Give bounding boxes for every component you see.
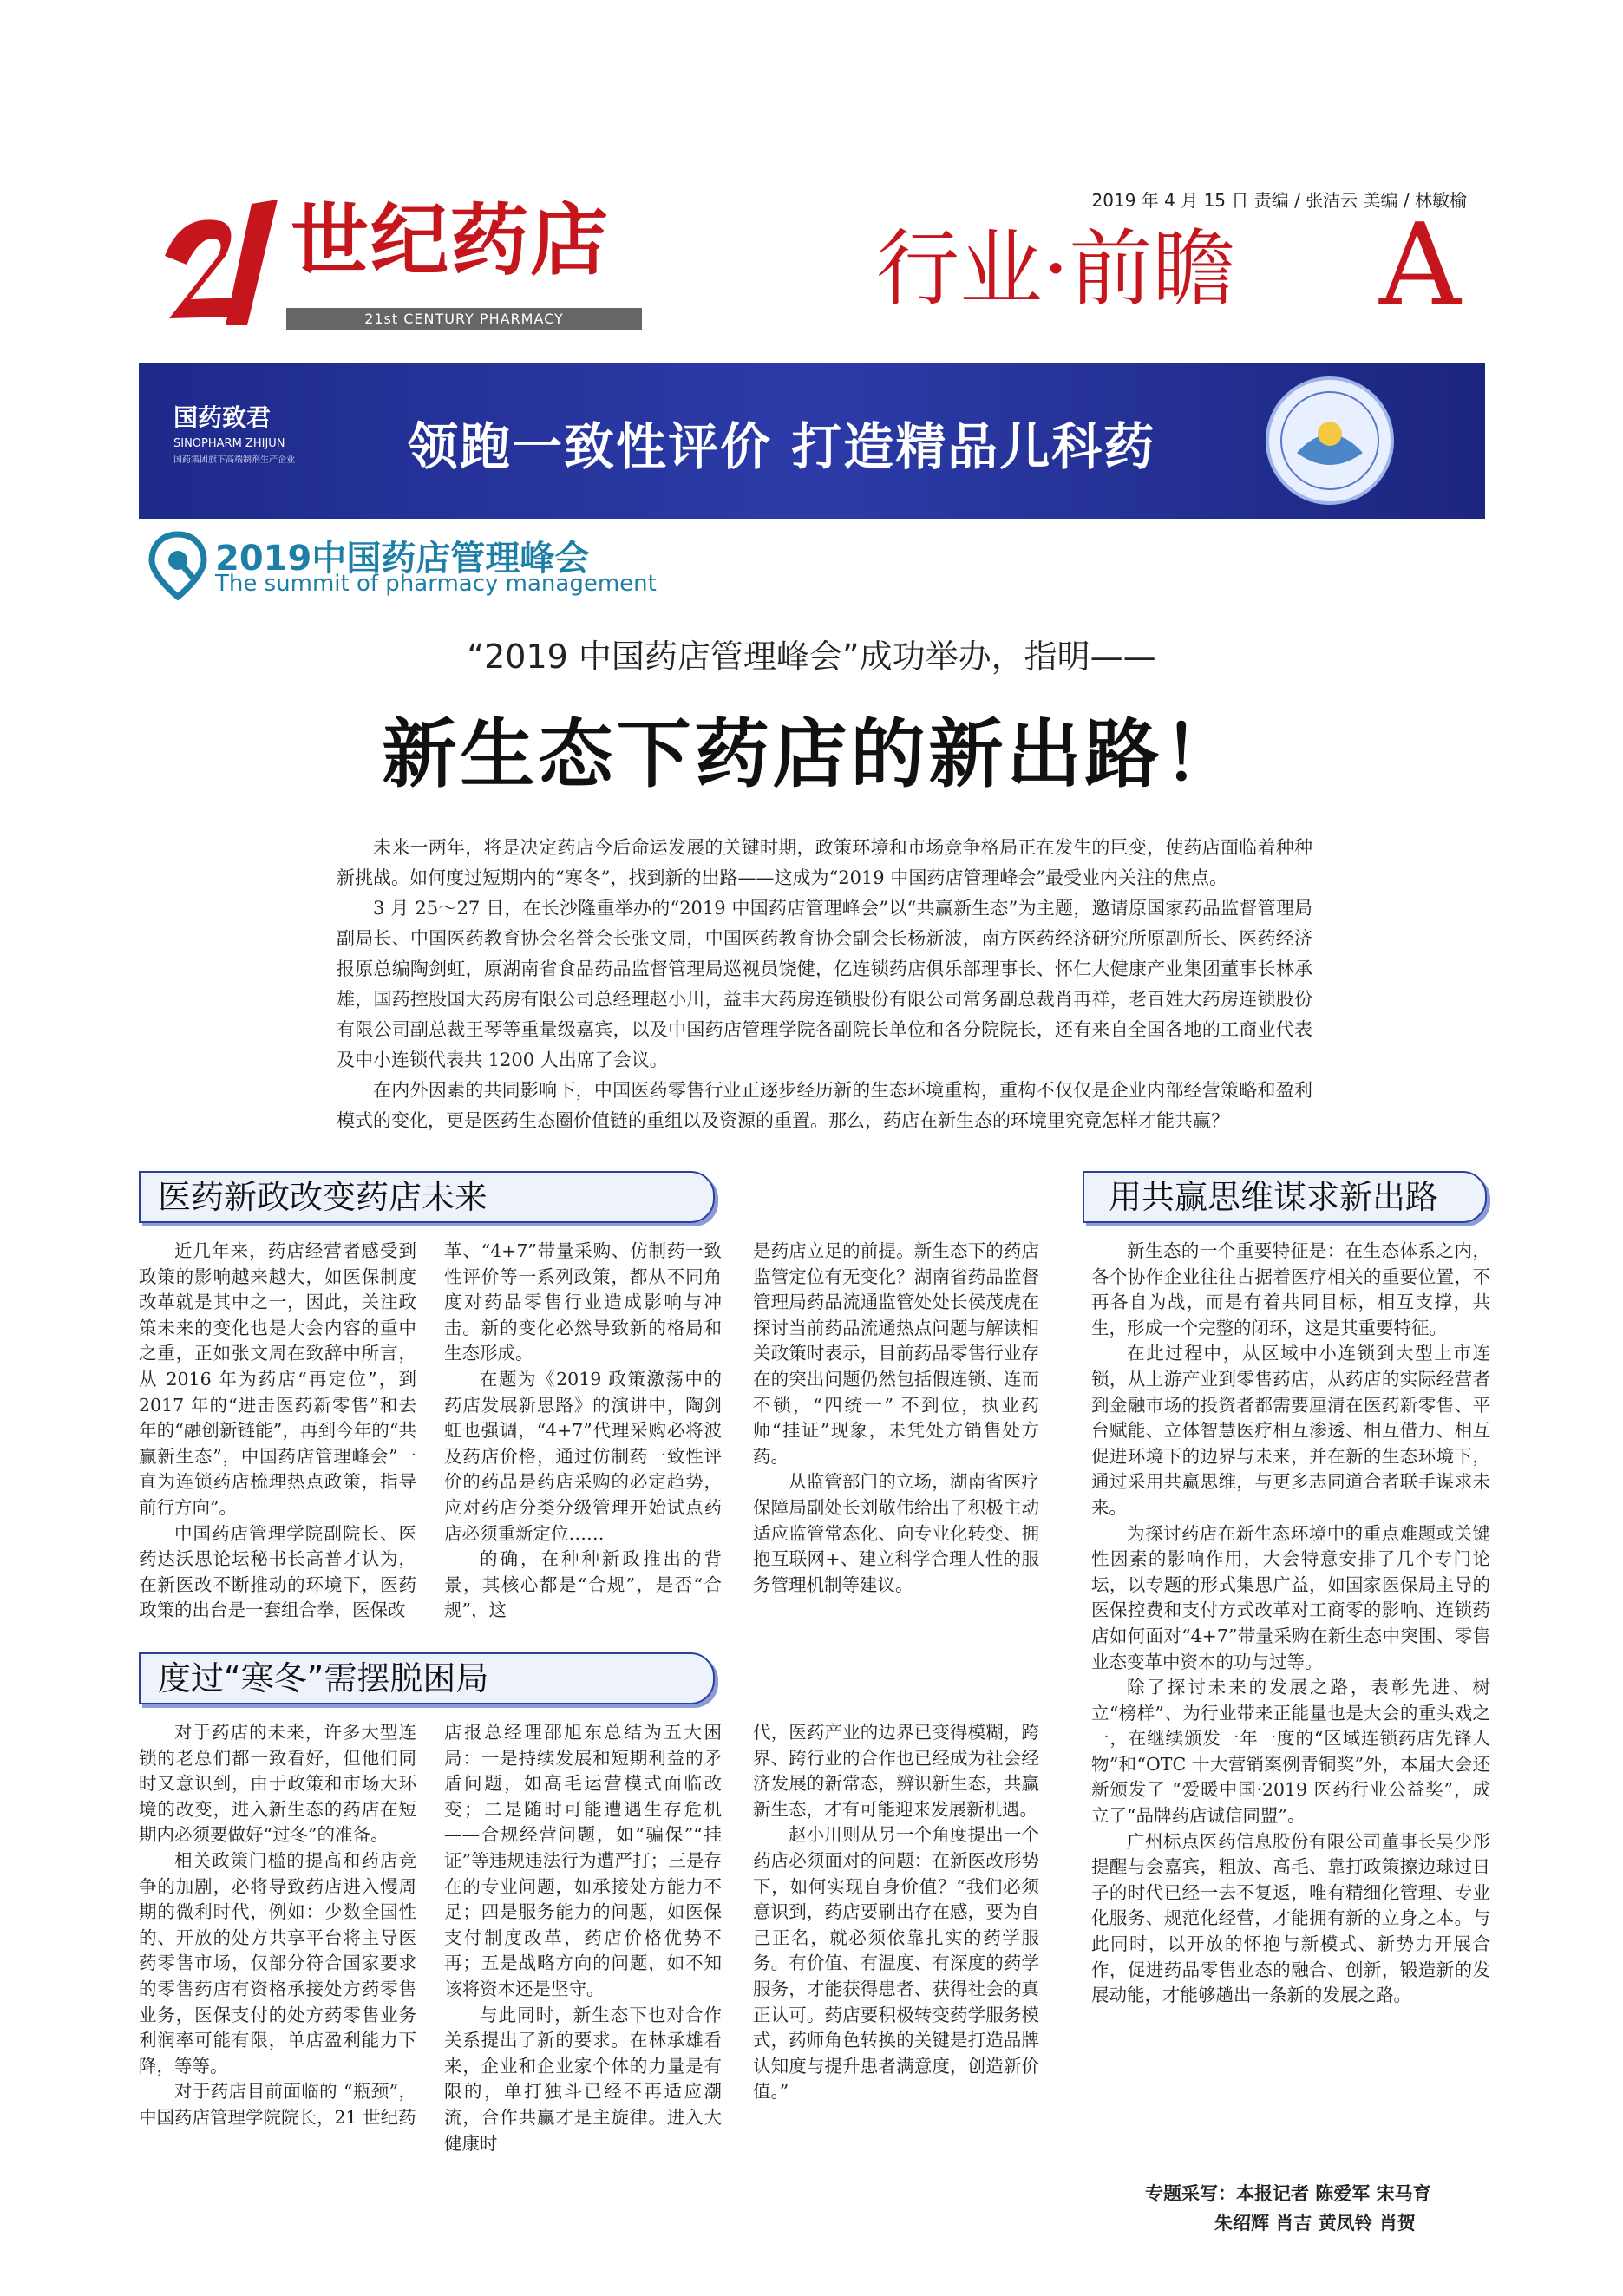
section-letter: A bbox=[1379, 199, 1461, 330]
body-paragraph: 对于药店的未来，许多大型连锁的老总们都一致看好，但他们同时又意识到，由于政策和市场大环境的改变，进入新生态的药店在短期内必须要做好“过冬”的准备。 bbox=[139, 1722, 416, 1846]
text-column bbox=[139, 1720, 416, 2206]
body-paragraph: 广州标点医药信息股份有限公司董事长吴少彤提醒与会嘉宾，粗放、高毛、靠打政策擦边球过日子的时代已经一去不复返，唯有精细化管理、专业化服务、规范化经营，才能拥有新的立身之本。与此同时，以开放的怀抱与新模式、新势力开展合作，促进药品零售业态的融合、创新，锻造新的发展动能，才能够趟出一条新的发展之路。 bbox=[1091, 1830, 1490, 2006]
lead-paragraph: 3 月 25～27 日，在长沙隆重举办的“2019 中国药店管理峰会”以“共赢新生态”为主题，邀请原国家药品监督管理局副局长、中国医药教育协会名誉会长张文周，中国医药教育协会副会长杨新波，南方医药经济研究所原副所长、医药经济报原总编陶剑虹，原湖南省食品药品监督管理局巡视员饶健，亿连锁药店俱乐部理事长、怀仁大健康产业集团董事长林承雄，国药控股国大药房有限公司总经理赵小川，益丰大药房连锁股份有限公司常务副总裁肖再祥，老百姓大药房连锁股份有限公司副总裁王琴等重量级嘉宾，以及中国药店管理学院各副院长单位和各分院院长，还有来自全国各地的工商业代表及中小连锁代表共 1200 人出席了会议。 bbox=[337, 898, 1312, 1070]
ad-brand bbox=[173, 399, 295, 465]
body-paragraph: 为探讨药店在新生态环境中的重点难题或关键性因素的影响作用，大会特意安排了几个专门论坛，以专题的形式集思广益，如国家医保局主导的医保控费和支付方式改革对工商零的影响、连锁药店如何面对“4+7”带量采购在新生态中突围、零售业态变革中资本的功与过等。 bbox=[1091, 1522, 1490, 1672]
summit-name-en: The summit of pharmacy management bbox=[215, 571, 657, 597]
body-paragraph: 对于药店目前面临的 “瓶颈”，中国药店管理学院院长，21 世纪药 bbox=[139, 2081, 416, 2128]
body-paragraph: 代，医药产业的边界已变得模糊，跨界、跨行业的合作也已经成为社会经济发展的新常态，辨识新生态，共赢新生态，才有可能迎来发展新机遇。 bbox=[753, 1722, 1039, 1820]
ad-brand-sub: 国药集团旗下高端制剂生产企业 bbox=[173, 455, 295, 465]
body-paragraph: 从监管部门的立场，湖南省医疗保障局副处长刘敬伟给出了积极主动适应监管常态化、向专业化转变、拥抱互联网+、建立科学合理人性的服务管理机制等建议。 bbox=[753, 1471, 1039, 1595]
body-paragraph: 在此过程中，从区域中小连锁到大型上市连锁，从上游产业到零售药店，从药店的实际经营者到金融市场的投资者都需要厘清在医药新零售、平台赋能、立体智慧医疗相互渗透、相互借力、相互促进环境下的边界与未来，并在新的生态环境下，通过采用共赢思维，与更多志同道合者联手谋求未来。 bbox=[1091, 1343, 1490, 1518]
credits-line: 朱绍辉 肖吉 黄凤铃 肖贺 bbox=[1214, 2213, 1416, 2234]
lead-paragraph: 未来一两年，将是决定药店今后命运发展的关键时期，政策环境和市场竞争格局正在发生的巨变，使药店面临着种种新挑战。如何度过短期内的“寒冬”，找到新的出路——这成为“2019 中国药店管理峰会”最受业内关注的焦点。 bbox=[337, 837, 1312, 888]
body-paragraph: 在题为《2019 政策激荡中的药店发展新思路》的演讲中，陶剑虹也强调，“4+7”代理采购必将波及药店价格，通过仿制药一致性评价的药品是药店采购的必定趋势，应对药店分类分级管理开始试点药店必须重新定位…… bbox=[444, 1368, 722, 1544]
text-column bbox=[1091, 1239, 1490, 2175]
credits-line: 专题采写：本报记者 陈爱军 宋马育 bbox=[1145, 2183, 1431, 2204]
summit-name-cn: 2019中国药店管理峰会 bbox=[215, 539, 590, 579]
ad-seal-icon bbox=[1262, 373, 1397, 508]
section-heading: 用共赢思维谋求新出路 bbox=[1083, 1171, 1487, 1223]
body-paragraph: 的确，在种种新政推出的背景，其核心都是“合规”，是否“合规”，这 bbox=[444, 1548, 722, 1621]
body-paragraph: 店报总经理邵旭东总结为五大困局：一是持续发展和短期利益的矛盾问题，如高毛运营模式面临改变；二是随时可能遭遇生存危机——合规经营问题，如“骗保”“挂证”等违规违法行为遭严打；三是存在的专业问题，如承接处方能力不足；四是服务能力的问题，如医保支付制度改革，药店价格优势不再；五是战略方向的问题，如不知该将资本还是坚守。 bbox=[444, 1722, 722, 1999]
ad-brand-en: SINOPHARM ZHIJUN bbox=[173, 437, 285, 450]
section-title: 行业·前瞻 bbox=[876, 220, 1236, 317]
text-column bbox=[139, 1239, 416, 1646]
text-column bbox=[753, 1239, 1039, 1646]
lead-paragraph: 在内外因素的共同影响下，中国医药零售行业正逐步经历新的生态环境重构，重构不仅仅是企业内部经营策略和盈利模式的变化，更是医药生态圈价值链的重组以及资源的重置。那么，药店在新生态的环境里究竟怎样才能共赢？ bbox=[337, 1080, 1312, 1131]
body-paragraph: 革、“4+7”带量采购、仿制药一致性评价等一系列政策，都从不同角度对药品零售行业造成影响与冲击。新的变化必然导致新的格局和生态形成。 bbox=[444, 1240, 722, 1364]
ad-slogan: 领跑一致性评价 打造精品儿科药 bbox=[408, 417, 1156, 476]
article-headline: 新生态下药店的新出路！ bbox=[382, 710, 1241, 798]
masthead-title: 世纪药店 bbox=[291, 195, 610, 286]
body-paragraph: 赵小川则从另一个角度提出一个药店必须面对的问题：在新医改形势下，如何实现自身价值？“我们必须意识到，药店要刷出存在感，要为自己正名，就必须依靠扎实的药学服务。有价值、有温度、有深度的药学服务，才能获得患者、获得社会的真正认可。药店要积极转变药学服务模式，药师角色转换的关键是打造品牌认知度与提升患者满意度，创造新价值。” bbox=[753, 1824, 1039, 2103]
ad-banner bbox=[139, 363, 1485, 519]
body-paragraph: 近几年来，药店经营者感受到政策的影响越来越大，如医保制度改革就是其中之一，因此，关注政策未来的变化也是大会内容的重中之重，正如张文周在致辞中所言，从 2016 年为药店“再定位”，到 2017 年的“进击医药新零售”和去年的“融创新链能”，再到今年的“共赢新生态”，中国药店管理峰会”一直为连锁药店梳理热点政策，指导前行方向”。 bbox=[139, 1240, 416, 1518]
ad-brand-name: 国药致君 bbox=[173, 403, 272, 432]
body-paragraph: 中国药店管理学院副院长、医药达沃思论坛秘书长高普才认为，在新医改不断推动的环境下，医药政策的出台是一套组合拳，医保改 bbox=[139, 1522, 416, 1621]
masthead-logo-21 bbox=[156, 195, 286, 334]
location-pin-icon bbox=[147, 531, 208, 600]
article-credits bbox=[1145, 2179, 1492, 2238]
body-paragraph: 与此同时，新生态下也对合作关系提出了新的要求。在林承雄看来，企业和企业家个体的力量是有限的，单打独斗已经不再适应潮流，合作共赢才是主旋律。进入大健康时 bbox=[444, 2004, 722, 2154]
masthead-subtitle-en: 21st CENTURY PHARMACY bbox=[286, 308, 642, 330]
text-column bbox=[753, 1720, 1039, 2206]
article-lead bbox=[337, 833, 1312, 1136]
body-paragraph: 除了探讨未来的发展之路，表彰先进、树立“榜样”、为行业带来正能量也是大会的重头戏之一，在继续颁发一年一度的“区域连锁药店先锋人物”和“OTC 十大营销案例青铜奖”外，本届大会还新颁发了 “爱暖中国·2019 医药行业公益奖”，成立了“品牌药店诚信同盟”。 bbox=[1091, 1677, 1490, 1827]
section-heading: 度过“寒冬”需摆脱困局 bbox=[139, 1652, 715, 1704]
article-kicker: “2019 中国药店管理峰会”成功举办，指明—— bbox=[467, 638, 1156, 676]
text-column bbox=[444, 1239, 722, 1646]
body-paragraph: 新生态的一个重要特征是：在生态体系之内，各个协作企业往往占据着医疗相关的重要位置，不再各自为战，而是有着共同目标，相互支撑，共生，形成一个完整的闭环，这是其重要特征。 bbox=[1091, 1240, 1490, 1338]
section-heading: 医药新政改变药店未来 bbox=[139, 1171, 715, 1223]
summit-logo bbox=[147, 531, 772, 600]
issue-date-editors: 2019 年 4 月 15 日 责编 / 张洁云 美编 / 林敏榆 bbox=[1091, 190, 1467, 211]
body-paragraph: 相关政策门槛的提高和药店竞争的加剧，必将导致药店进入慢周期的微利时代，例如：少数全国性的、开放的处方共享平台将主导医药零售市场，仅部分符合国家要求的零售药店有资格承接处方药零售业务，医保支付的处方药零售业务利润率可能有限，单店盈利能力下降，等等。 bbox=[139, 1849, 416, 2077]
text-column bbox=[444, 1720, 722, 2206]
body-paragraph: 是药店立足的前提。新生态下的药店监管定位有无变化？湖南省药品监督管理局药品流通监管处处长侯茂虎在探讨当前药品流通热点问题与解读相关政策时表示，目前药品零售行业存在的突出问题仍然包括假连锁、连而不锁，“四统一” 不到位，执业药师“挂证”现象，未凭处方销售处方药。 bbox=[753, 1240, 1039, 1467]
